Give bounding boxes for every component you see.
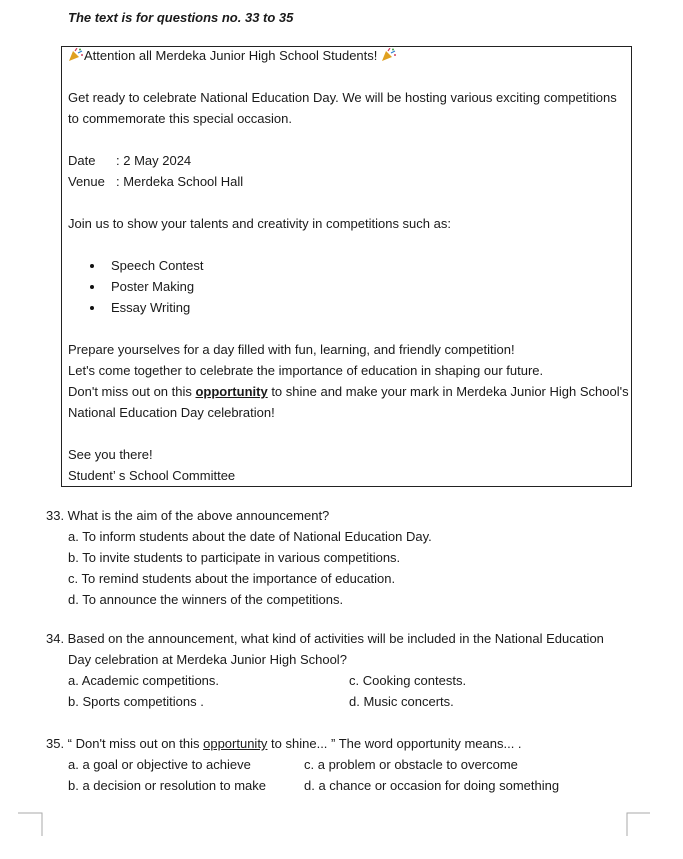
intro-line: to commemorate this special occasion. [68, 111, 292, 126]
venue-row [68, 174, 243, 190]
competition-item: Speech Contest [111, 258, 204, 273]
join-text: Join us to show your talents and creativity in competitions such as: [68, 216, 451, 231]
margin-corner-mark [18, 812, 44, 836]
margin-corner-mark [626, 812, 652, 836]
date-label: Date [68, 153, 96, 168]
announcement-title-line [68, 48, 397, 64]
answer-option[interactable]: a. Academic competitions. [68, 673, 220, 688]
signature: Student’ s School Committee [68, 468, 236, 483]
date-value: : 2 May 2024 [116, 153, 192, 168]
question-35-text: 35. “ Don't miss out on this [46, 736, 204, 751]
question-35-text: to shine... ” The word opportunity means... . [267, 736, 522, 751]
opportunity-keyword: opportunity [203, 736, 268, 751]
closing-line [68, 384, 629, 400]
closing-text: Don't miss out on this [68, 384, 196, 399]
section-heading: The text is for questions no. 33 to 35 [68, 10, 294, 25]
competition-item: Essay Writing [111, 300, 191, 315]
answer-option[interactable]: c. Cooking contests. [349, 673, 467, 688]
answer-option[interactable]: a. To inform students about the date of National Education Day. [68, 529, 432, 544]
question-34: 34. Based on the announcement, what kind of activities will be included in the National Education [46, 631, 604, 646]
answer-option[interactable]: b. a decision or resolution to make [68, 778, 266, 793]
question-35 [46, 736, 522, 752]
venue-value: : Merdeka School Hall [116, 174, 244, 189]
closing-text: to shine and make your mark in Merdeka Junior High School's [267, 384, 629, 399]
date-row [68, 153, 191, 169]
bullet-icon [90, 264, 94, 268]
answer-option[interactable]: d. Music concerts. [349, 694, 454, 709]
competition-item: Poster Making [111, 279, 195, 294]
party-popper-icon [381, 48, 397, 62]
answer-option[interactable]: b. To invite students to participate in various competitions. [68, 550, 401, 565]
announcement-title: Attention all Merdeka Junior High School Students! [84, 48, 378, 63]
question-34-continued: Day celebration at Merdeka Junior High School? [68, 652, 347, 667]
closing-line: Prepare yourselves for a day filled with fun, learning, and friendly competition! [68, 342, 515, 357]
opportunity-keyword: opportunity [195, 384, 268, 399]
closing-line: National Education Day celebration! [68, 405, 275, 420]
signoff: See you there! [68, 447, 153, 462]
answer-option[interactable]: b. Sports competitions . [68, 694, 204, 709]
intro-line: Get ready to celebrate National Education Day. We will be hosting various exciting competitions [68, 90, 617, 105]
answer-option[interactable]: a. a goal or objective to achieve [68, 757, 251, 772]
answer-option[interactable]: c. a problem or obstacle to overcome [304, 757, 518, 772]
bullet-icon [90, 285, 94, 289]
party-popper-icon [68, 48, 84, 62]
answer-option[interactable]: d. To announce the winners of the competitions. [68, 592, 344, 607]
answer-option[interactable]: c. To remind students about the importance of education. [68, 571, 396, 586]
answer-option[interactable]: d. a chance or occasion for doing something [304, 778, 560, 793]
bullet-icon [90, 306, 94, 310]
question-33: 33. What is the aim of the above announcement? [46, 508, 330, 523]
venue-label: Venue [68, 174, 105, 189]
closing-line: Let's come together to celebrate the importance of education in shaping our future. [68, 363, 544, 378]
